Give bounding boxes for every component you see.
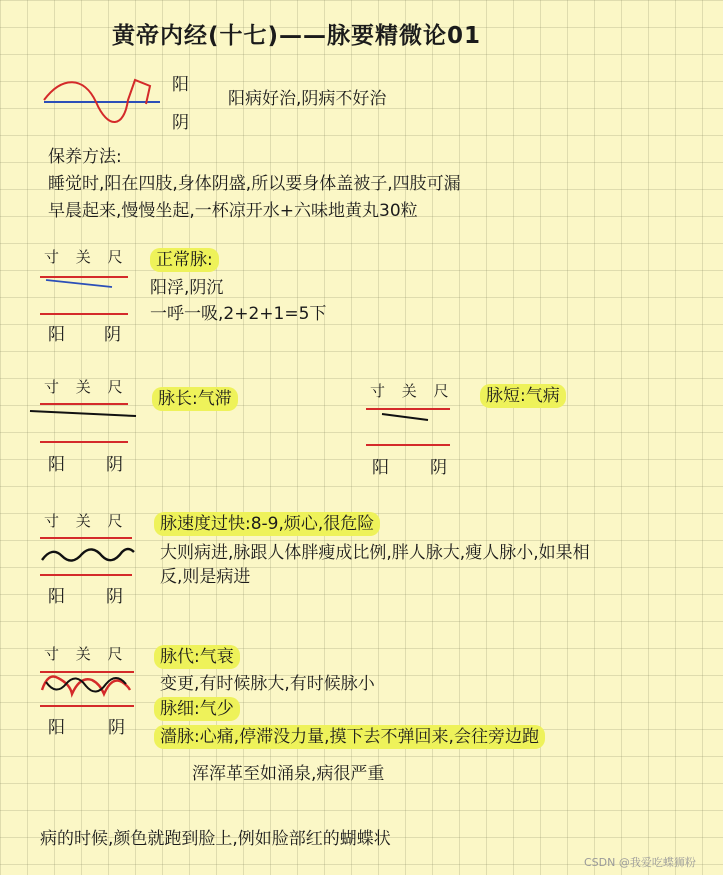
fast-pulse-diagram <box>40 538 134 575</box>
dai-pulse-diagram <box>40 672 134 706</box>
fast-position-labels: 寸 关 尺 <box>44 512 129 530</box>
care-line-2: 早晨起来,慢慢坐起,一杯凉开水+六味地黄丸30粒 <box>48 201 418 221</box>
fast-yin-label: 阴 <box>106 587 123 607</box>
yin-yang-wave <box>44 80 160 122</box>
normal-yang-label: 阳 <box>48 325 65 345</box>
short-yin-label: 阴 <box>430 458 447 478</box>
care-line-1: 睡觉时,阳在四肢,身体阴盛,所以要身体盖被子,四肢可漏 <box>48 174 461 194</box>
short-pulse-diagram <box>366 409 450 445</box>
yin-label: 阴 <box>172 113 189 133</box>
normal-position-labels: 寸 关 尺 <box>44 248 129 266</box>
long-pulse-diagram <box>30 404 136 442</box>
yang-label: 阳 <box>172 75 189 95</box>
short-yang-label: 阳 <box>372 458 389 478</box>
bottom-note: 病的时候,颜色就跑到脸上,例如脸部红的蝴蝶状 <box>40 829 391 849</box>
dai-yang-label: 阳 <box>48 718 65 738</box>
normal-line-1: 阳浮,阴沉 <box>150 278 224 298</box>
intro-note: 阳病好治,阴病不好治 <box>228 89 387 109</box>
dai-yin-label: 阴 <box>108 718 125 738</box>
long-yin-label: 阴 <box>106 455 123 475</box>
dai-line-1: 变更,有时候脉大,有时候脉小 <box>160 674 375 694</box>
fast-line-2: 反,则是病进 <box>160 567 251 587</box>
watermark: CSDN @我爱吃蝶狮粉 <box>584 856 696 869</box>
se-pulse-line: 濇脉:心痛,停滞没力量,摸下去不弹回来,会往旁边跑 <box>154 726 545 748</box>
dai-position-labels: 寸 关 尺 <box>44 645 129 663</box>
normal-line-2: 一呼一吸,2+2+1=5下 <box>150 304 327 324</box>
fast-line-1: 大则病进,脉跟人体胖瘦成比例,胖人脉大,瘦人脉小,如果相 <box>160 543 590 563</box>
normal-heading: 正常脉: <box>150 249 219 271</box>
long-yang-label: 阳 <box>48 455 65 475</box>
short-heading: 脉短:气病 <box>480 385 566 407</box>
short-position-labels: 寸 关 尺 <box>370 382 455 400</box>
normal-yin-label: 阴 <box>104 325 121 345</box>
normal-pulse-diagram <box>40 277 128 314</box>
thin-pulse-heading: 脉细:气少 <box>154 698 240 720</box>
page-title: 黄帝内经(十七)——脉要精微论01 <box>112 23 482 49</box>
dai-line-3: 浑浑革至如涌泉,病很严重 <box>192 764 385 784</box>
long-heading: 脉长:气滞 <box>152 388 238 410</box>
long-position-labels: 寸 关 尺 <box>44 378 129 396</box>
fast-yang-label: 阳 <box>48 587 65 607</box>
fast-heading: 脉速度过快:8-9,烦心,很危险 <box>154 513 380 535</box>
care-heading: 保养方法: <box>48 147 122 167</box>
dai-heading: 脉代:气衰 <box>154 646 240 668</box>
